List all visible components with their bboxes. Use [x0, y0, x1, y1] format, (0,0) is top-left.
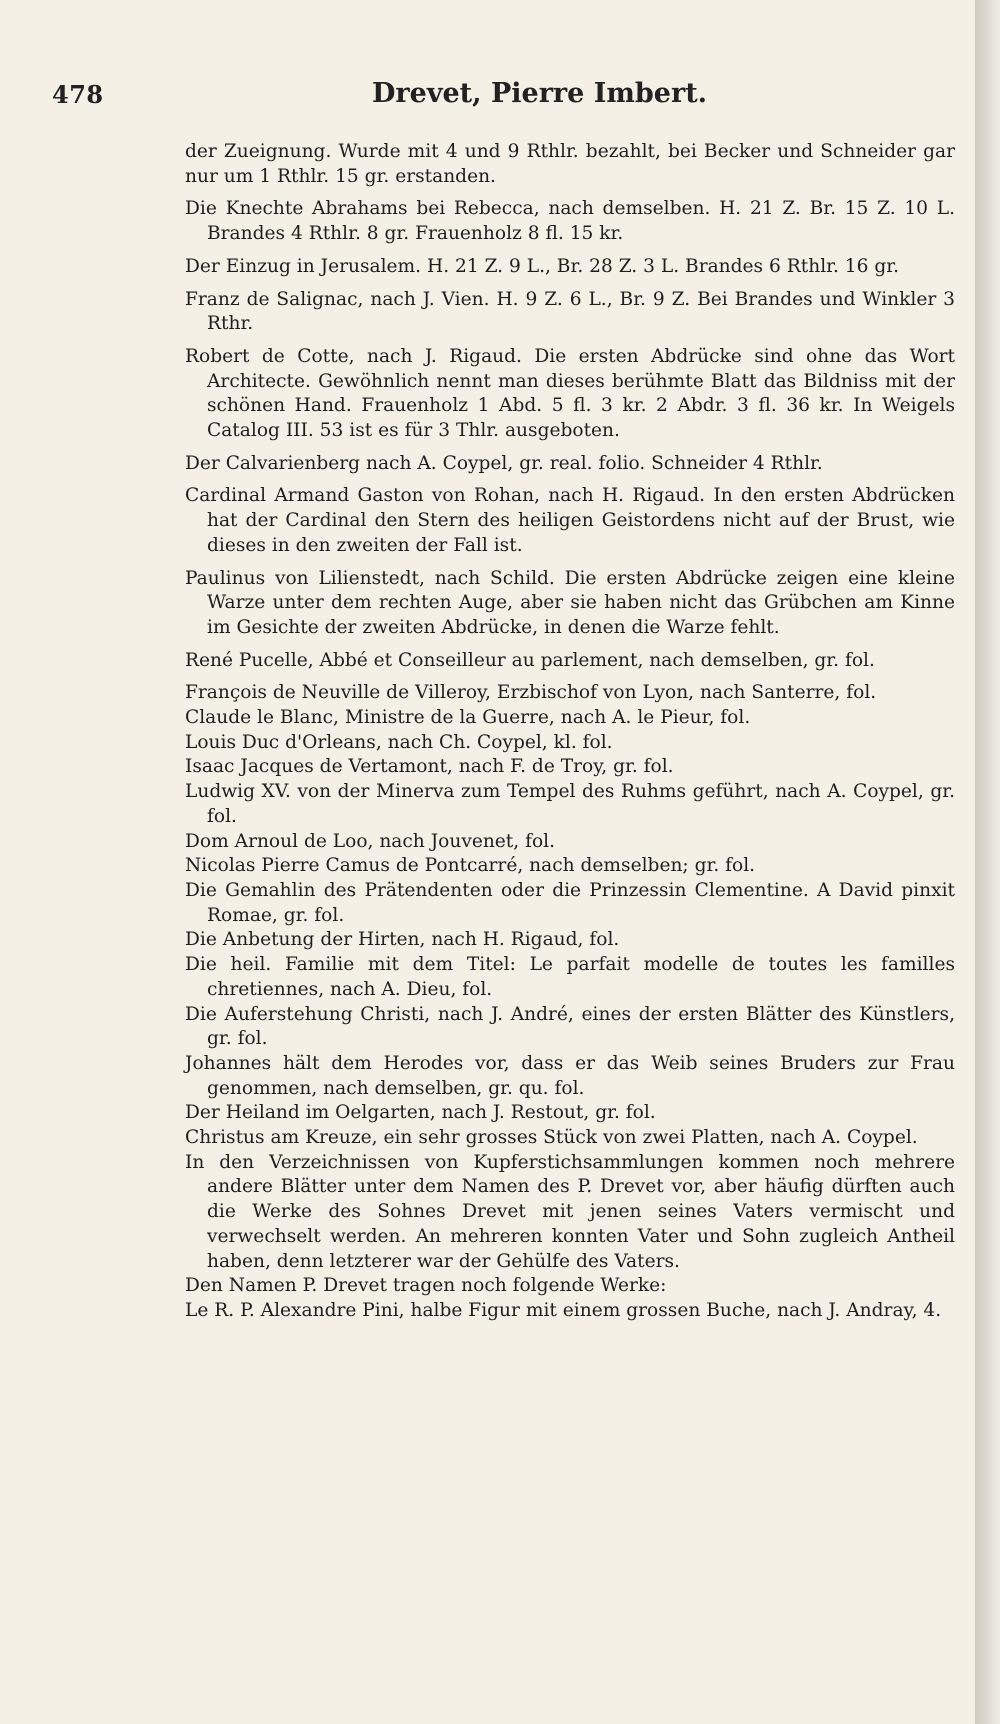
page-header: [52, 80, 952, 120]
catalog-entry: In den Verzeichnissen von Kupferstichsammlungen kommen noch mehrere andere Blätter unter dem Namen des P. Drevet vor, aber häufig dürften auch die Werke des Sohnes Drevet mit jenen seines Vaters vermischt und verwechselt werden. An mehreren konnten Vater und Sohn zugleich Antheil haben, denn letzterer war der Gehülfe des Vaters.: [185, 1151, 955, 1272]
catalog-entry: Johannes hält dem Herodes vor, dass er das Weib seines Bruders zur Frau genommen, nach demselben, gr. qu. fol.: [185, 1052, 955, 1099]
catalog-entry: Louis Duc d'Orleans, nach Ch. Coypel, kl. fol.: [185, 731, 613, 753]
catalog-entry: Die Gemahlin des Prätendenten oder die Prinzessin Clementine. A David pinxit Romae, gr. fol.: [185, 879, 955, 926]
catalog-entry: Der Calvarienberg nach A. Coypel, gr. real. folio. Schneider 4 Rthlr.: [185, 452, 823, 474]
page-edge: [975, 0, 1000, 1724]
catalog-entry: Paulinus von Lilienstedt, nach Schild. Die ersten Abdrücke zeigen eine kleine Warze unter dem rechten Auge, aber sie haben nicht das Grübchen am Kinne im Gesichte der zweiten Abdrücke, in denen die Warze fehlt.: [185, 567, 955, 638]
catalog-entry: Claude le Blanc, Ministre de la Guerre, nach A. le Pieur, fol.: [185, 707, 751, 729]
catalog-entry: Der Einzug in Jerusalem. H. 21 Z. 9 L., Br. 28 Z. 3 L. Brandes 6 Rthlr. 16 gr.: [185, 255, 900, 277]
catalog-entry: Die Auferstehung Christi, nach J. André, eines der ersten Blätter des Künstlers, gr. fol.: [185, 1003, 955, 1050]
catalog-entry: Dom Arnoul de Loo, nach Jouvenet, fol.: [185, 830, 556, 852]
catalog-entry: Le R. P. Alexandre Pini, halbe Figur mit einem grossen Buche, nach J. Andray, 4.: [185, 1299, 942, 1321]
catalog-entry: François de Neuville de Villeroy, Erzbischof von Lyon, nach Santerre, fol.: [185, 682, 877, 704]
catalog-entry: Robert de Cotte, nach J. Rigaud. Die ersten Abdrücke sind ohne das Wort Architecte. Gewöhnlich nennt man dieses berühmte Blatt das Bildniss mit der schönen Hand. Frauenholz 1 Abd. 5 fl. 3 kr. 2 Abdr. 3 fl. 36 kr. In Weigels Catalog III. 53 ist es für 3 Thlr. ausgeboten.: [185, 345, 955, 442]
catalog-entry: René Pucelle, Abbé et Conseilleur au parlement, nach demselben, gr. fol.: [185, 649, 875, 671]
catalog-entry: der Zueignung. Wurde mit 4 und 9 Rthlr. bezahlt, bei Becker und Schneider gar nur um 1 Rthlr. 15 gr. erstanden.: [185, 141, 955, 187]
catalog-entry: Die heil. Familie mit dem Titel: Le parfait modelle de toutes les familles chretiennes, nach A. Dieu, fol.: [185, 954, 955, 1000]
catalog-entry: Die Anbetung der Hirten, nach H. Rigaud, fol.: [185, 929, 620, 951]
catalog-entry: Christus am Kreuze, ein sehr grosses Stück von zwei Platten, nach A. Coypel.: [185, 1127, 918, 1149]
catalog-text: [185, 140, 955, 1324]
catalog-entry: Ludwig XV. von der Minerva zum Tempel des Ruhms geführt, nach A. Coypel, gr. fol.: [185, 781, 955, 827]
catalog-entry: Cardinal Armand Gaston von Rohan, nach H. Rigaud. In den ersten Abdrücken hat der Cardinal den Stern des heiligen Geistordens nicht auf der Brust, wie dieses in den zweiten der Fall ist.: [185, 485, 955, 556]
catalog-entry: Die Knechte Abrahams bei Rebecca, nach demselben. H. 21 Z. Br. 15 Z. 10 L. Brandes 4 Rthlr. 8 gr. Frauenholz 8 fl. 15 kr.: [185, 198, 955, 245]
page-number: 478: [52, 80, 104, 109]
catalog-entry: Der Heiland im Oelgarten, nach J. Restout, gr. fol.: [185, 1102, 656, 1124]
catalog-entry: Franz de Salignac, nach J. Vien. H. 9 Z. 6 L., Br. 9 Z. Bei Brandes und Winkler 3 Rthr.: [185, 288, 955, 335]
catalog-entry: Isaac Jacques de Vertamont, nach F. de Troy, gr. fol.: [185, 756, 674, 778]
running-title: Drevet, Pierre Imbert.: [372, 78, 708, 109]
catalog-entry: Den Namen P. Drevet tragen noch folgende Werke:: [185, 1275, 667, 1297]
catalog-entry: Nicolas Pierre Camus de Pontcarré, nach demselben; gr. fol.: [185, 855, 756, 877]
